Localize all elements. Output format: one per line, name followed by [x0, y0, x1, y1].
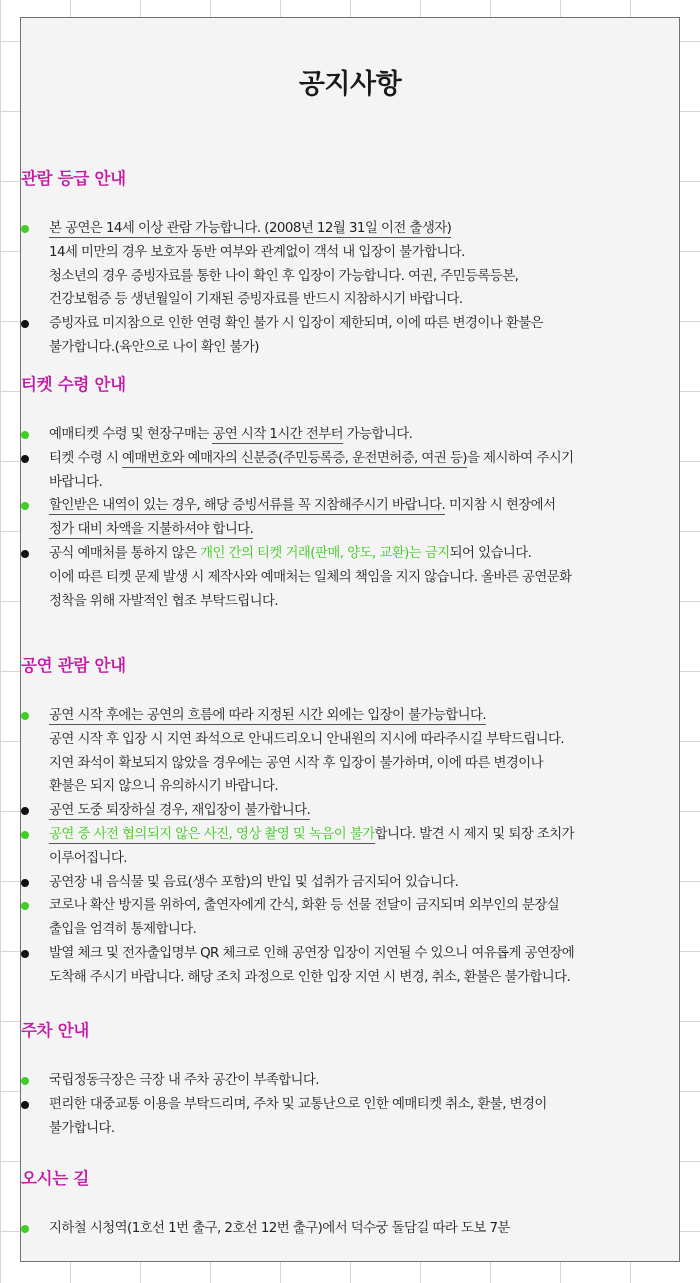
underlined-text: 공연 도중 퇴장하실 경우, 재입장이 불가합니다. [49, 803, 311, 819]
item-text: 청소년의 경우 증빙자료를 통한 나이 확인 후 입장이 가능합니다. 여권, 주민등록등본, [49, 268, 519, 284]
section-heading: 오시는 길 [21, 1169, 90, 1188]
list-item [21, 542, 679, 613]
list-item [21, 423, 679, 447]
bullet-icon [21, 1225, 29, 1233]
bullet-icon [21, 950, 29, 958]
item-text: 지하철 시청역(1호선 1번 출구, 2호선 12번 출구)에서 덕수궁 돌담길 따라 도보 7분 [49, 1221, 510, 1236]
list-item [21, 799, 679, 823]
page-title: 공지사항 [298, 69, 402, 100]
list-item [21, 942, 679, 990]
underlined-text: 정가 대비 차액을 지불하셔야 합니다. [49, 522, 254, 538]
item-text: 미지참 시 현장에서 [445, 498, 556, 514]
bullet-icon [21, 431, 29, 439]
item-text: 불가합니다. [49, 1120, 115, 1136]
section-heading: 티켓 수령 안내 [21, 375, 126, 394]
item-text: 되어 있습니다. [449, 545, 532, 561]
item-text: 환불은 되지 않으니 유의하시기 바랍니다. [49, 779, 279, 795]
bullet-icon [21, 712, 29, 720]
list-item [21, 217, 679, 312]
list-item [21, 823, 679, 871]
section-parking [21, 1020, 679, 1140]
bullet-icon [21, 550, 29, 558]
section-heading: 관람 등급 안내 [21, 169, 126, 188]
list-item [21, 1069, 679, 1093]
section-directions [21, 1168, 679, 1241]
section-heading: 공연 관람 안내 [21, 656, 126, 675]
bullet-icon [21, 1101, 29, 1109]
underlined-text: 공연 시작 후에는 공연의 흐름에 따라 지정된 시간 외에는 입장이 불가능합니다. [49, 708, 487, 723]
notice-list [21, 423, 679, 613]
item-text: 이루어집니다. [49, 850, 128, 866]
underlined-text: 본 공연은 14세 이상 관람 가능합니다. (2008년 12월 31일 이전 출생자) [49, 221, 452, 236]
notice-card [20, 17, 680, 1262]
item-text: 을 제시하여 주시기 [466, 450, 574, 466]
bullet-icon [21, 902, 29, 910]
item-text: 정착을 위해 자발적인 협조 부탁드립니다. [49, 593, 279, 609]
section-heading: 주차 안내 [21, 1021, 90, 1040]
item-text: 바랍니다. [49, 474, 103, 490]
item-text: 공식 예매처를 통하지 않은 [49, 545, 201, 561]
item-text: 공연 시작 후 입장 시 지연 좌석으로 안내드리오니 안내원의 지시에 따라주시길 부탁드립니다. [49, 731, 565, 747]
section-viewing [21, 655, 679, 990]
highlight-text: 개인 간의 티켓 거래(판매, 양도, 교환)는 금지 [200, 545, 450, 561]
item-text: 증빙자료 미지참으로 인한 연령 확인 불가 시 입장이 제한되며, 이에 따른 변경이나 환불은 [49, 316, 544, 332]
list-item [21, 447, 679, 495]
bullet-icon [21, 225, 29, 233]
item-text: 불가합니다.(육안으로 나이 확인 불가) [49, 339, 259, 355]
item-text: 지연 좌석이 확보되지 않았을 경우에는 공연 시작 후 입장이 불가하며, 이에 따른 변경이나 [49, 755, 544, 771]
item-text: 이에 따른 티켓 문제 발생 시 제작사와 예매처는 일체의 책임을 지지 않습니다. 올바른 공연문화 [49, 569, 572, 585]
item-text: 편리한 대중교통 이용을 부탁드리며, 주차 및 교통난으로 인한 예매티켓 취소, 환불, 변경이 [49, 1096, 547, 1112]
item-text: 합니다. 발견 시 제지 및 퇴장 조치가 [374, 826, 574, 842]
bullet-icon [21, 502, 29, 510]
item-text: 출입을 엄격히 통제합니다. [49, 922, 197, 938]
item-text: 공연장 내 음식물 및 음료(생수 포함)의 반입 및 섭취가 금지되어 있습니다. [49, 874, 459, 890]
list-item [21, 704, 679, 799]
list-item [21, 1093, 679, 1141]
item-text: 건강보험증 등 생년월일이 기재된 증빙자료를 반드시 지참하시기 바랍니다. [49, 292, 463, 308]
item-text: 국립정동극장은 극장 내 주차 공간이 부족합니다. [49, 1073, 319, 1088]
section-ticket [21, 374, 679, 613]
underlined-text: 할인받은 내역이 있는 경우, 해당 증빙서류를 꼭 지참해주시기 바랍니다. [49, 498, 446, 514]
notice-list [21, 704, 679, 990]
item-text: 가능합니다. [343, 427, 413, 442]
item-text: 예매티켓 수령 및 현장구매는 [49, 427, 213, 442]
list-item [21, 894, 679, 942]
item-text: 코로나 확산 방지를 위하여, 출연자에게 간식, 화환 등 선물 전달이 금지되며 외부인의 분장실 [49, 898, 560, 914]
bullet-icon [21, 455, 29, 463]
bullet-icon [21, 320, 29, 328]
underlined-text: 공연 시작 1시간 전부터 [212, 427, 344, 442]
bullet-icon [21, 831, 29, 839]
item-text: 티켓 수령 시 [49, 450, 123, 466]
notice-list [21, 1069, 679, 1140]
list-item [21, 312, 679, 360]
bullet-icon [21, 1077, 29, 1085]
underlined-text: 예매번호와 예매자의 신분증(주민등록증, 운전면허증, 여권 등) [122, 450, 467, 466]
list-item [21, 494, 679, 542]
bullet-icon [21, 807, 29, 815]
highlight-text: 공연 중 사전 협의되지 않은 사진, 영상 촬영 및 녹음이 불가 [49, 826, 375, 842]
section-rating [21, 168, 679, 360]
item-text: 14세 미만의 경우 보호자 동반 여부와 관계없이 객석 내 입장이 불가합니다. [49, 244, 465, 260]
bullet-icon [21, 879, 29, 887]
list-item [21, 871, 679, 895]
item-text: 발열 체크 및 전자출입명부 QR 체크로 인해 공연장 입장이 지연될 수 있으니 여유롭게 공연장에 [49, 945, 575, 961]
item-text: 도착해 주시기 바랍니다. 해당 조치 과정으로 인한 입장 지연 시 변경, 취소, 환불은 불가합니다. [49, 969, 571, 985]
list-item [21, 1217, 679, 1241]
notice-list [21, 1217, 679, 1241]
notice-list [21, 217, 679, 360]
